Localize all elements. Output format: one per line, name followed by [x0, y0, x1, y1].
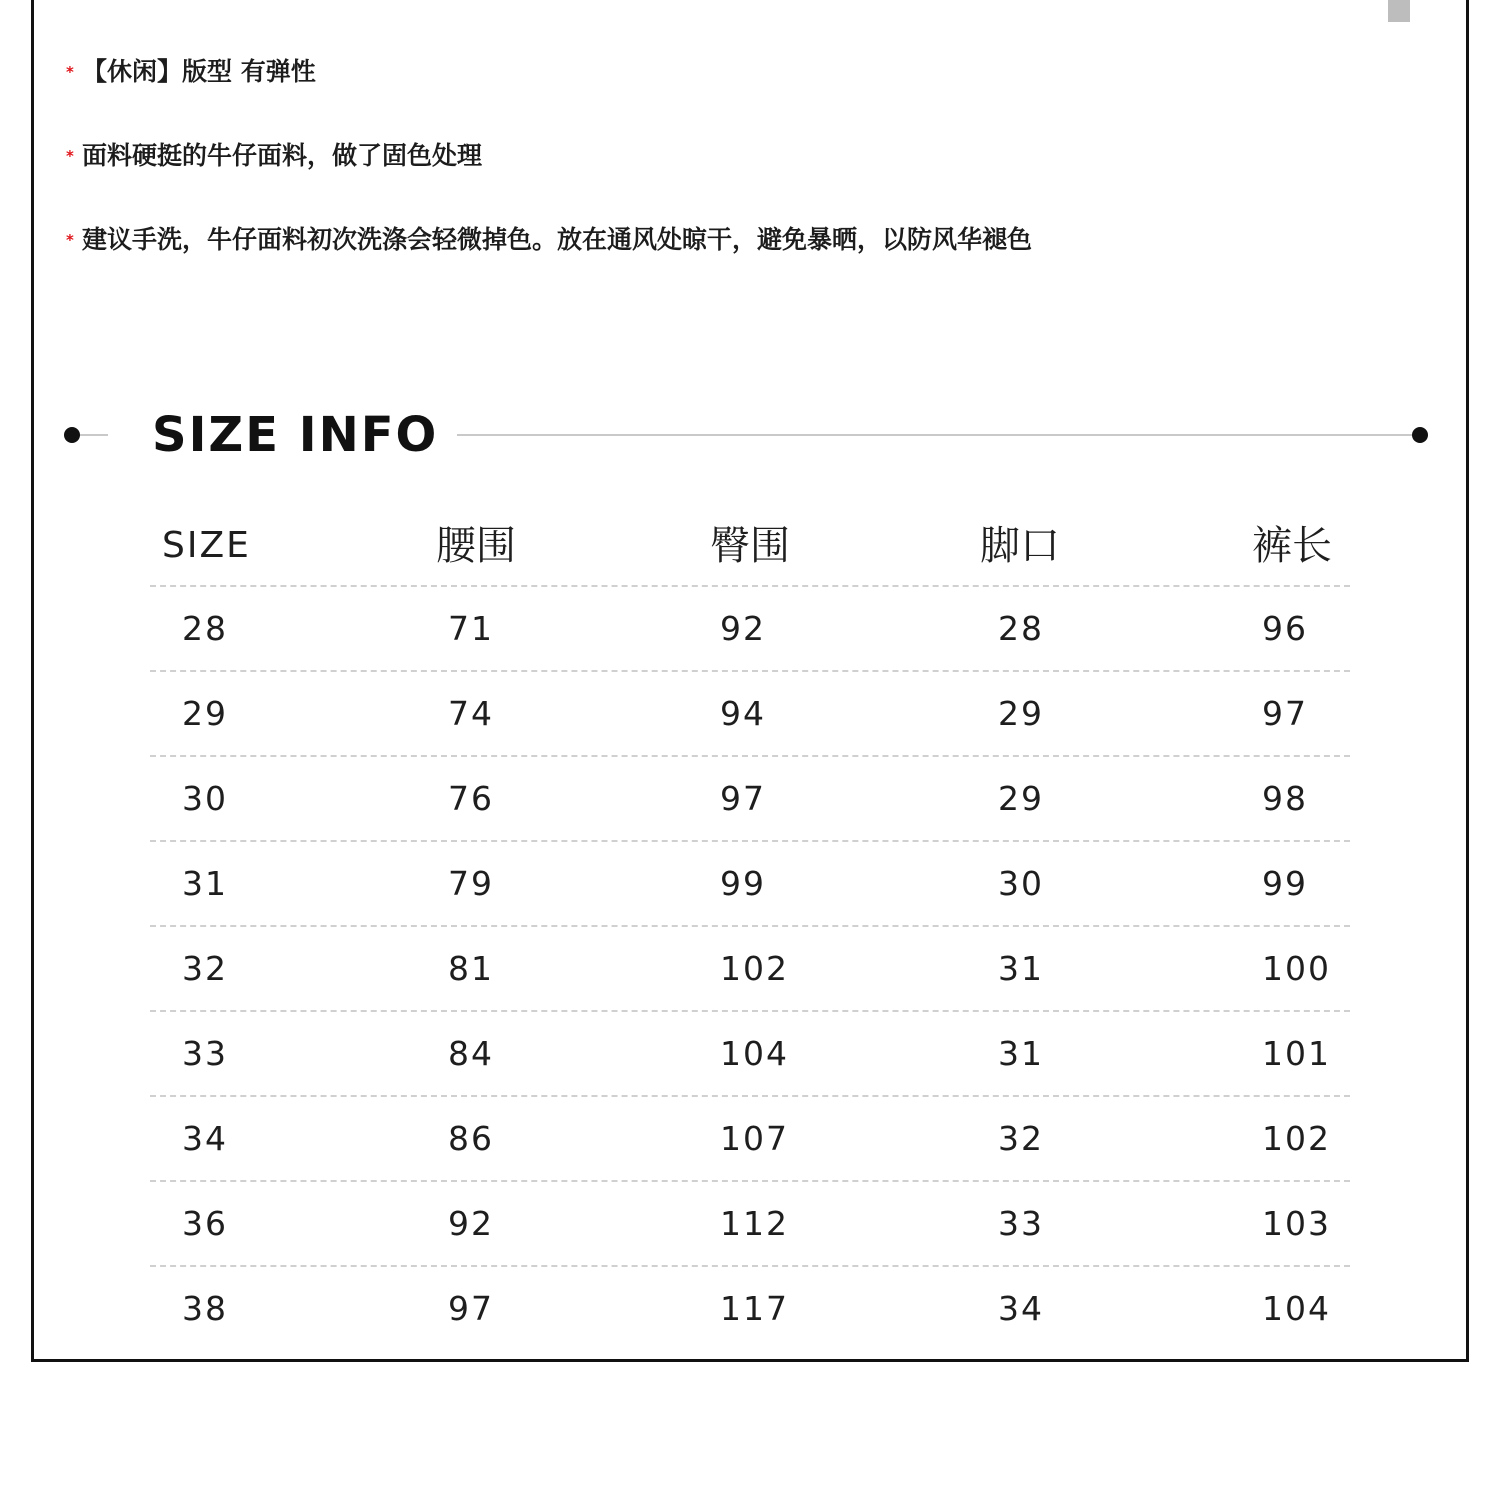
bullet-dot-icon: [1412, 427, 1428, 443]
red-star-bullet-icon: *: [66, 231, 74, 249]
header-size: SIZE: [162, 525, 251, 566]
cell-size: 31: [182, 864, 228, 903]
cell-waist: 81: [448, 949, 494, 988]
cell-waist: 97: [448, 1289, 494, 1328]
section-title: SIZE INFO: [152, 407, 439, 463]
cell-size: 33: [182, 1034, 228, 1073]
note-text: 【休闲】版型 有弹性: [82, 57, 316, 86]
cell-hip: 99: [720, 864, 766, 903]
cell-hip: 92: [720, 609, 766, 648]
cell-size: 34: [182, 1119, 228, 1158]
cell-length: 96: [1262, 609, 1308, 648]
header-length: 裤长: [1252, 523, 1332, 569]
note-text: 建议手洗，牛仔面料初次洗涤会轻微掉色。放在通风处晾干，避免暴晒，以防风华褪色: [82, 225, 1033, 254]
cell-waist: 71: [448, 609, 494, 648]
cell-leg-opening: 34: [998, 1289, 1044, 1328]
cell-waist: 76: [448, 779, 494, 818]
red-star-bullet-icon: *: [66, 63, 74, 81]
divider-line: [80, 434, 108, 436]
cell-hip: 107: [720, 1119, 789, 1158]
table-header-row: [150, 515, 1350, 587]
header-waist: 腰围: [436, 523, 516, 569]
red-star-bullet-icon: *: [66, 147, 74, 165]
cell-hip: 102: [720, 949, 789, 988]
table-row: [150, 1012, 1350, 1097]
table-row: [150, 927, 1350, 1012]
cell-leg-opening: 31: [998, 1034, 1044, 1073]
table-row: [150, 1097, 1350, 1182]
table-row: [150, 1182, 1350, 1267]
cell-size: 29: [182, 694, 228, 733]
header-leg-opening: 脚口: [980, 523, 1060, 569]
note-care: [66, 220, 1032, 260]
note-fabric: [66, 136, 482, 176]
cell-hip: 112: [720, 1204, 789, 1243]
cell-size: 30: [182, 779, 228, 818]
cell-hip: 117: [720, 1289, 789, 1328]
cell-waist: 86: [448, 1119, 494, 1158]
cell-leg-opening: 29: [998, 694, 1044, 733]
header-hip: 臀围: [710, 523, 790, 569]
cell-size: 38: [182, 1289, 228, 1328]
cell-leg-opening: 33: [998, 1204, 1044, 1243]
cell-size: 32: [182, 949, 228, 988]
table-row: [150, 842, 1350, 927]
cell-waist: 92: [448, 1204, 494, 1243]
divider-line: [457, 434, 1412, 436]
cell-waist: 79: [448, 864, 494, 903]
cell-waist: 74: [448, 694, 494, 733]
size-info-header: [60, 405, 1430, 465]
bullet-dot-icon: [64, 427, 80, 443]
cell-length: 100: [1262, 949, 1331, 988]
cell-leg-opening: 32: [998, 1119, 1044, 1158]
cell-size: 36: [182, 1204, 228, 1243]
cell-leg-opening: 29: [998, 779, 1044, 818]
cell-length: 103: [1262, 1204, 1331, 1243]
cell-hip: 97: [720, 779, 766, 818]
cell-size: 28: [182, 609, 228, 648]
cell-length: 102: [1262, 1119, 1331, 1158]
cell-length: 101: [1262, 1034, 1331, 1073]
note-text: 面料硬挺的牛仔面料，做了固色处理: [82, 141, 483, 170]
cell-leg-opening: 30: [998, 864, 1044, 903]
cell-length: 98: [1262, 779, 1308, 818]
table-row: [150, 757, 1350, 842]
cell-leg-opening: 31: [998, 949, 1044, 988]
cell-hip: 104: [720, 1034, 789, 1073]
cell-length: 104: [1262, 1289, 1331, 1328]
cell-hip: 94: [720, 694, 766, 733]
corner-tab: [1388, 0, 1410, 22]
table-row: [150, 1267, 1350, 1350]
cell-leg-opening: 28: [998, 609, 1044, 648]
table-row: [150, 587, 1350, 672]
cell-length: 97: [1262, 694, 1308, 733]
note-fit: [66, 52, 316, 92]
cell-waist: 84: [448, 1034, 494, 1073]
table-row: [150, 672, 1350, 757]
cell-length: 99: [1262, 864, 1308, 903]
size-table: [150, 515, 1350, 1350]
